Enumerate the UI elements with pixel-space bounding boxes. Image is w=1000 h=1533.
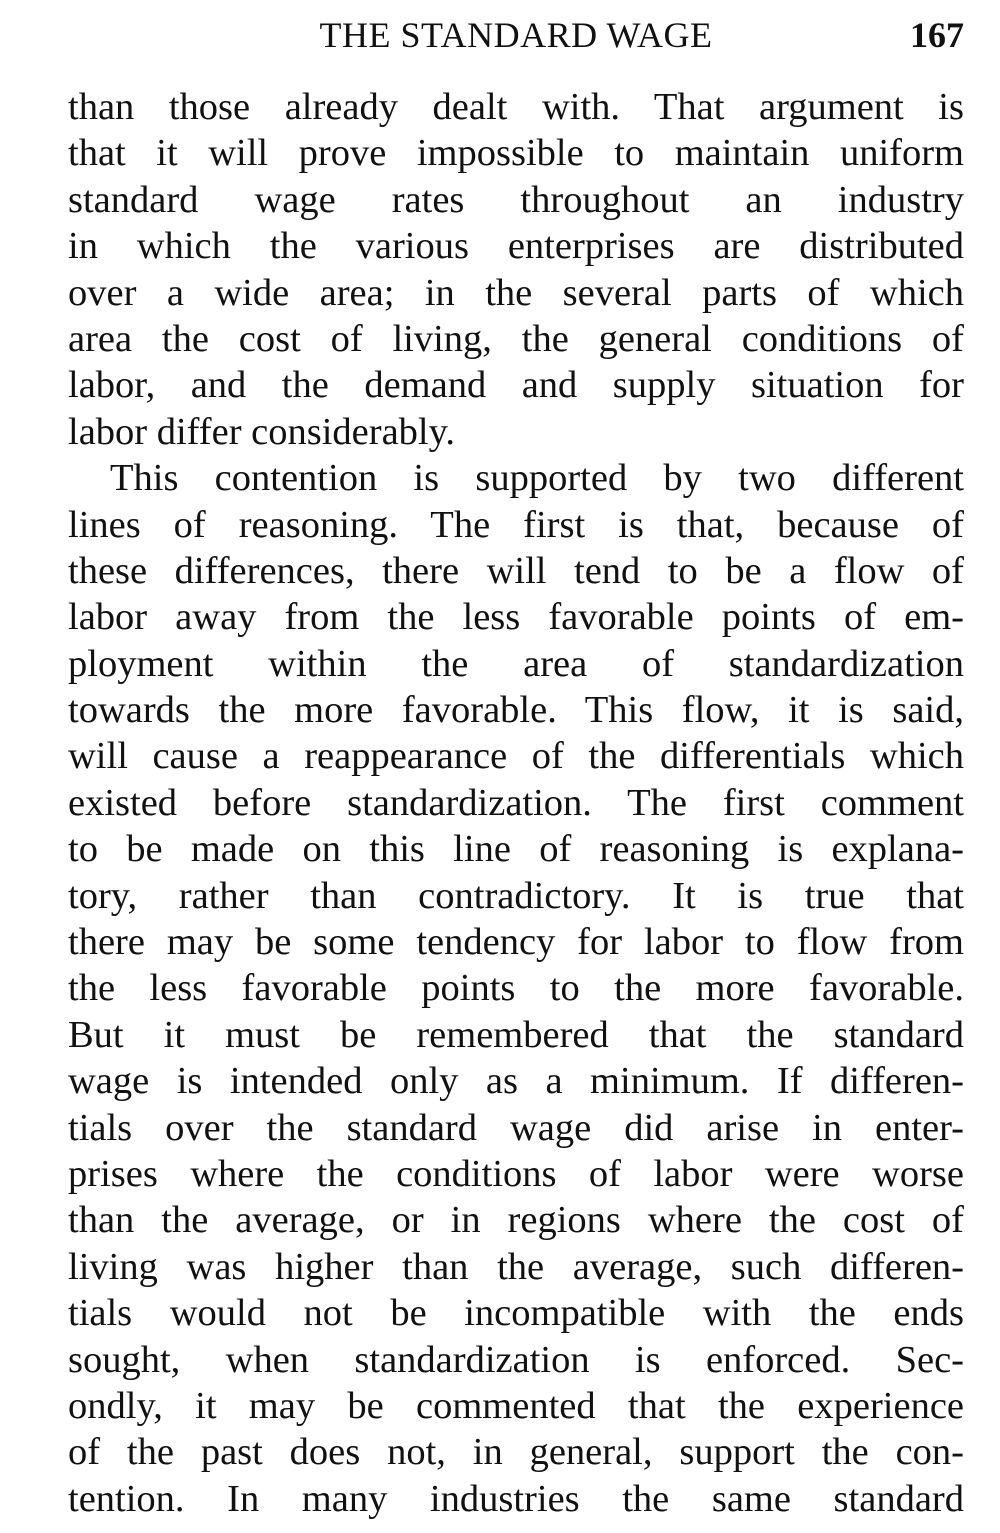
text-line: tention. In many industries the same standard (68, 1477, 964, 1520)
text-line: ployment within the area of standardization (68, 642, 964, 685)
text-line: than the average, or in regions where the cost of (68, 1199, 964, 1242)
text-line: lines of reasoning. The first is that, because of (68, 503, 964, 546)
running-head (68, 12, 964, 58)
text-line: prises where the conditions of labor were worse (68, 1152, 964, 1195)
running-title: THE STANDARD WAGE (319, 15, 713, 55)
text-line: existed before standardization. The first comment (68, 781, 964, 824)
text-line: will cause a reappearance of the differentials which (68, 735, 964, 778)
text-line: towards the more favorable. This flow, it is said, (68, 689, 964, 732)
text-line: to be made on this line of reasoning is explana- (68, 828, 964, 871)
text-line: area the cost of living, the general conditions of (68, 317, 964, 360)
text-line: ondly, it may be commented that the experience (68, 1384, 964, 1427)
text-line: standard wage rates throughout an industry (68, 178, 964, 221)
page-number: 167 (910, 15, 964, 55)
text-line: sought, when standardization is enforced. Sec- (68, 1338, 964, 1381)
text-line: of the past does not, in general, support the con- (68, 1431, 964, 1474)
text-line: This contention is supported by two different (110, 457, 964, 500)
text-line: over a wide area; in the several parts of which (68, 271, 964, 314)
text-line: But it must be remembered that the standard (68, 1013, 964, 1056)
text-line: labor away from the less favorable points of em- (68, 596, 964, 639)
text-line: tials would not be incompatible with the ends (68, 1292, 964, 1335)
text-line: these differences, there will tend to be a flow of (68, 549, 964, 592)
text-line: labor, and the demand and supply situation for (68, 364, 964, 407)
text-line: living was higher than the average, such differen- (68, 1245, 964, 1288)
text-line: tory, rather than contradictory. It is true that (68, 874, 964, 917)
text-line: there may be some tendency for labor to flow from (68, 921, 964, 964)
text-line: tials over the standard wage did arise in enter- (68, 1106, 964, 1149)
body-text (68, 84, 964, 1522)
text-line: in which the various enterprises are distributed (68, 225, 964, 268)
text-line: the less favorable points to the more favorable. (68, 967, 964, 1010)
text-line: wage is intended only as a minimum. If differen- (68, 1060, 964, 1103)
text-line: labor differ considerably. (68, 410, 455, 453)
text-line: than those already dealt with. That argument is (68, 86, 964, 128)
text-line: that it will prove impossible to maintain uniform (68, 132, 964, 175)
